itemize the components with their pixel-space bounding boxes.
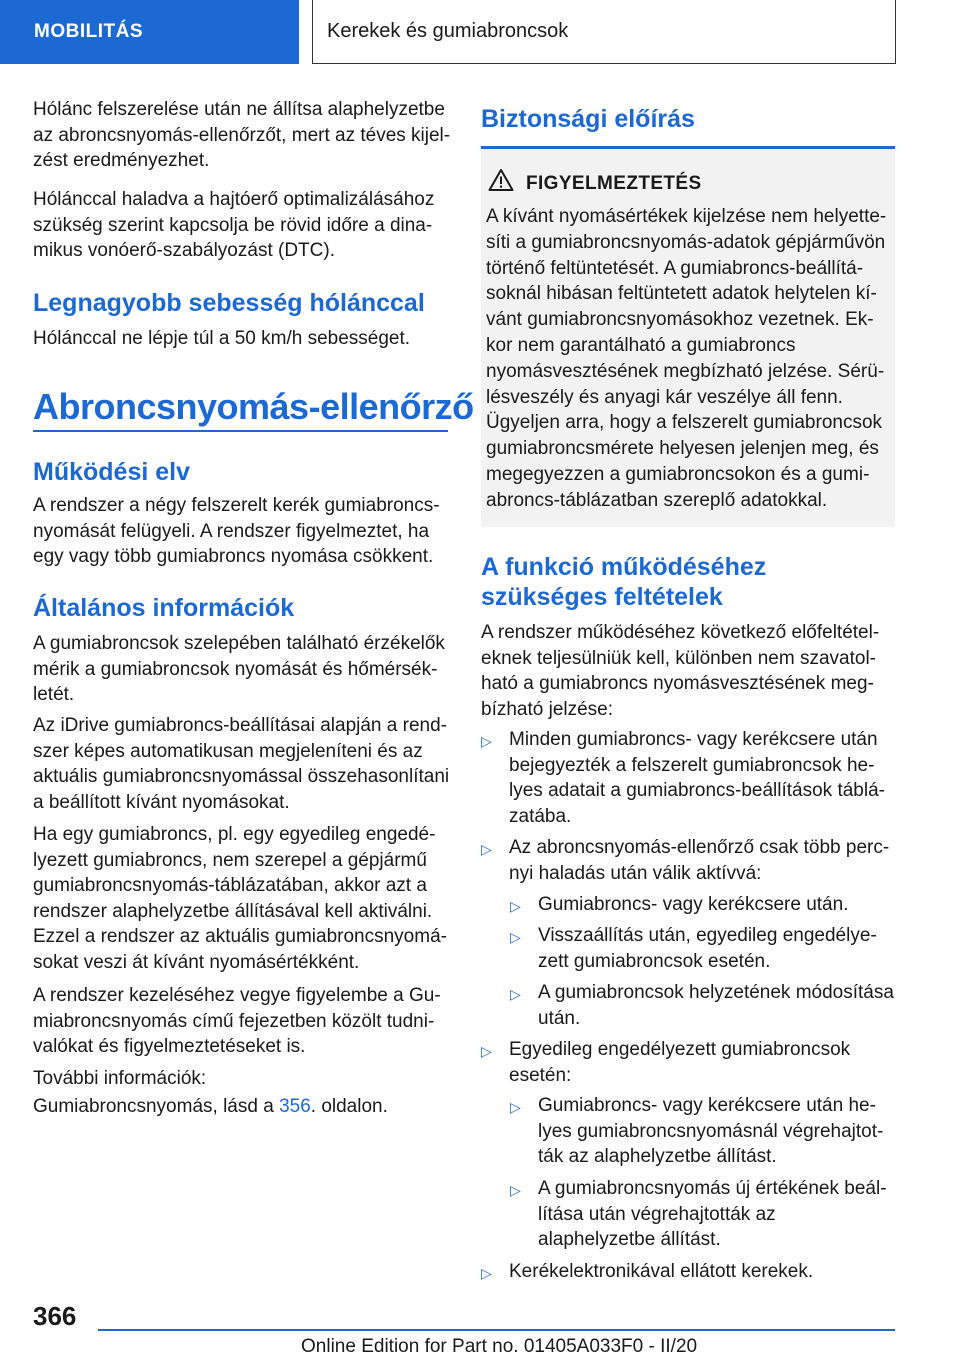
- paragraph-idrive: Az iDrive gumiabroncs-beállításai alapján a rendszer képes automatikusan megjeleníteni és az aktuális gumiabroncsnyomással összehasonlítani a beállított kívánt nyomásokat.: [33, 715, 450, 813]
- chapter-tab[interactable]: Kerekek és gumiabroncsok: [312, 0, 896, 64]
- page-header: [0, 0, 960, 66]
- list-item: Kerékelektronikával ellátott kerekek.: [509, 1261, 814, 1282]
- paragraph-conditions: A rendszer működéséhez következő előfeltételeknek teljesülniük kell, különben nem szavatolható a gumiabroncs nyomásvesztésének megbízható jelzése:: [481, 622, 880, 720]
- paragraph-snowchain-dtc: Hólánccal haladva a hajtóerő optimalizálásához szükség szerint kapcsolja be rövid időre a dinamikus vonóerő-szabályozást (DTC).: [33, 189, 435, 261]
- heading-conditions: A funkció működéséhez szükséges feltételek: [481, 553, 767, 611]
- footer-rule: [98, 1329, 895, 1331]
- paragraph-see-also: A rendszer kezeléséhez vegye figyelembe a Gumiabroncsnyomás című fejezetben közölt tudnivalókat és figyelmeztetéseket is.: [33, 985, 441, 1057]
- section-tab[interactable]: MOBILITÁS: [0, 0, 299, 64]
- warning-title: FIGYELMEZTETÉS: [526, 173, 702, 194]
- reference-suffix: . oldalon.: [310, 1096, 388, 1117]
- list-item: Gumiabroncs- vagy kerékcsere után.: [538, 894, 849, 915]
- bullet-icon: ▷: [481, 733, 492, 749]
- heading-tpms: Abroncsnyomás-ellenőrző: [33, 386, 474, 427]
- bullet-icon: ▷: [481, 1265, 492, 1281]
- edition-text: Online Edition for Part no. 01405A033F0 - II/20: [301, 1336, 698, 1357]
- bullet-icon: ▷: [510, 1099, 521, 1115]
- paragraph-snowchain-reset: Hólánc felszerelése után ne állítsa alaphelyzetbe az abroncsnyomás-ellenőrzőt, mert az téves kijelzést eredményezhet.: [33, 99, 451, 171]
- paragraph-more-info: További információk:: [33, 1068, 207, 1089]
- page-number: 366: [33, 1301, 77, 1331]
- bullet-icon: ▷: [481, 841, 492, 857]
- list-item: Minden gumiabroncs- vagy kerékcsere után bejegyezték a felszerelt gumiabroncsok helyes adatait a gumiabroncs-beállítások táblázatába.: [509, 729, 885, 827]
- list-item: Egyedileg engedélyezett gumiabroncsok esetén:: [509, 1039, 851, 1086]
- bullet-icon: ▷: [510, 1182, 521, 1198]
- list-item: Visszaállítás után, egyedileg engedélyezett gumiabroncsok esetén.: [538, 925, 877, 972]
- warning-triangle-icon: [488, 168, 514, 192]
- paragraph-max-speed: Hólánccal ne lépje túl a 50 km/h sebességet.: [33, 328, 411, 349]
- list-item: A gumiabroncsok helyzetének módosítása után.: [538, 982, 894, 1029]
- bullet-icon: ▷: [510, 986, 521, 1002]
- heading-safety: Biztonsági előírás: [481, 105, 695, 133]
- bullet-icon: ▷: [510, 929, 521, 945]
- heading-principle: Működési elv: [33, 458, 190, 486]
- heading-tpms-rule: [33, 430, 448, 432]
- heading-max-speed: Legnagyobb sebesség hólánccal: [33, 289, 425, 317]
- list-item: Gumiabroncs- vagy kerékcsere után helyes gumiabroncsnyomásnál végrehajtották az alaphelyzetbe állítást.: [538, 1095, 884, 1167]
- bullet-icon: ▷: [481, 1043, 492, 1059]
- reference-page-link[interactable]: 356: [279, 1096, 311, 1117]
- paragraph-sensors: A gumiabroncsok szelepében található érzékelők mérik a gumiabroncsok nyomását és hőmérsékletét.: [33, 633, 445, 705]
- reference-prefix: Gumiabroncsnyomás, lásd a: [33, 1096, 280, 1117]
- list-item: A gumiabroncsnyomás új értékének beállítása után végrehajtották az alaphelyzetbe állítást.: [538, 1178, 887, 1250]
- warning-text: A kívánt nyomásértékek kijelzése nem helyettesíti a gumiabroncsnyomás-adatok gépjárművön történő feltüntetését. A gumiabroncs-beállításoknál hibásan feltüntetett adatok helytelen kívánt gumiabroncsnyomásokhoz vezetnek. Ekkor nem garantálható a gumiabroncs nyomásvesztésének megbízható jelzése. Sérülésveszély és anyagi kár veszélye áll fenn. Ügyeljen arra, hogy a felszerelt gumiabroncsok gumiabroncsmérete helyesen jelenjen meg, és megegyezzen a gumiabroncsokon és a gumiabroncs-táblázatban szereplő adatokkal.: [486, 206, 887, 511]
- paragraph-principle: A rendszer a négy felszerelt kerék gumiabroncsnyomását felügyeli. A rendszer figyelmeztet, ha egy vagy több gumiabroncs nyomása csökkent.: [33, 495, 440, 567]
- heading-general: Általános információk: [33, 594, 295, 622]
- paragraph-reference: [33, 1094, 453, 1120]
- list-item: Az abroncsnyomás-ellenőrző csak több percnyi haladás után válik aktívvá:: [509, 837, 890, 884]
- bullet-icon: ▷: [510, 898, 521, 914]
- paragraph-reset-activation: Ha egy gumiabroncs, pl. egy egyedileg engedélyezett gumiabroncs, nem szerepel a gépjármű gumiabroncsnyomás-táblázatában, akkor azt a rendszer alaphelyzetbe állításával kell aktiválni. Ezzel a rendszer az aktuális gumiabroncsnyomásokat veszi át kívánt nyomásértékként.: [33, 824, 447, 973]
